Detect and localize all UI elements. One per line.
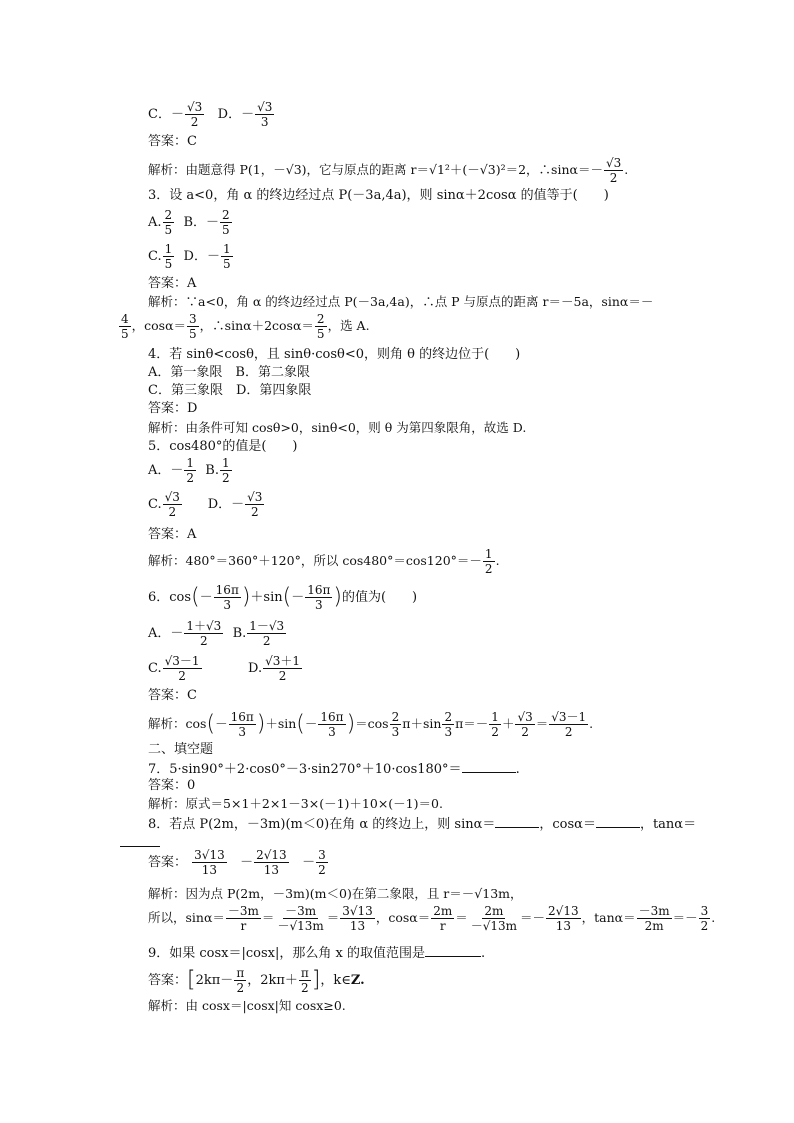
q6-answer: 答案：C	[148, 688, 197, 703]
answer-blank[interactable]	[120, 834, 160, 847]
q4-stem: 4．若 sinθ<cosθ，且 sinθ·cosθ<0，则角 θ 的终边位于( )	[148, 347, 521, 362]
q6-stem: 6．cos(－ $\frac{16\pi}{3}$ )＋sin(－ $\frac{16\pi}{3}$ )的值为( )	[148, 583, 418, 612]
q7-analysis: 解析：原式＝5×1＋2×1－3×(－1)＋10×(－1)＝0.	[148, 796, 443, 811]
fraction: $\frac{√3}{3}$	[257, 100, 273, 129]
q6-options-cd: C. $\frac{√3-1}{2}$ D. $\frac{√3+1}{2}$	[148, 654, 301, 683]
q9-answer: 答案：[2kπ－ $\frac{\pi}{2}$ ，2kπ＋ $\frac{\pi}{2}$ ]，k∈Z.	[148, 966, 365, 995]
q9-stem: 9．如果 cosx＝|cosx|，那么角 x 的取值范围是 .	[148, 946, 486, 961]
answer-blank[interactable]	[462, 760, 516, 773]
q8-stem: 8．若点 P(2m，－3m)(m＜0)在角 α 的终边上，则 sinα＝ ，cosα＝ ，tanα＝	[148, 817, 697, 832]
q2-analysis: 解析：由题意得 P(1，－√3)，它与原点的距离 r＝√1²＋(－√3)²＝2，∴sinα＝－ $\frac{√3}{2}$ .	[148, 156, 629, 185]
answer-blank[interactable]	[425, 944, 481, 957]
q3-analysis: 解析：∵a<0，角 α 的终边经过点 P(－3a,4a)，∴点 P 与原点的距离 r＝－5a，sinα＝－	[148, 294, 654, 309]
q5-answer: 答案：A	[148, 527, 197, 542]
q3-options-ab: A. $\frac{2}{5}$ B．－ $\frac{2}{5}$	[148, 208, 230, 237]
q9-analysis: 解析：由 cosx＝|cosx|知 cosx≥0.	[148, 998, 346, 1013]
answer-blank[interactable]	[596, 815, 640, 828]
q5-stem: 5．cos480°的值是( )	[148, 439, 298, 454]
q4-analysis: 解析：由条件可知 cosθ>0，sinθ<0，则 θ 为第四象限角，故选 D.	[148, 420, 527, 435]
q7-answer: 答案：0	[148, 778, 196, 793]
q7-stem: 7．5·sin90°＋2·cos0°－3·sin270°＋10·cos180°＝ .	[148, 762, 520, 777]
q8-analysis-cont: 所以，sinα＝ $\frac{-3m}{r}$ ＝ $\frac{-3m}{-√13m}$ ＝ $\frac{3√13}{13}$ ，cosα＝ $\frac{2m}{r}$ ＝ $\frac{2m}{-√13m}$ ＝－ $\frac{2√13}{13}$ ，tanα＝ $\frac{-3m}{2m}$ ＝－ $\frac{3}{2}$ .	[148, 904, 716, 933]
q2-answer: 答案：C	[148, 134, 197, 149]
q5-options-ab: A．－ $\frac{1}{2}$ B. $\frac{1}{2}$	[148, 456, 230, 485]
section-heading: 二、填空题	[148, 742, 214, 757]
q6-analysis: 解析：cos(－ $\frac{16\pi}{3}$ )＋sin(－ $\frac{16\pi}{3}$ )＝cos $\frac{2}{3}$ π＋sin $\frac{2}{3}$ π＝－ $\frac{1}{2}$ ＋ $\frac{√3}{2}$ ＝ $\frac{√3-1}{2}$ .	[148, 710, 594, 739]
q8-answer: 答案： $\frac{3√13}{13}$ － $\frac{2√13}{13}$ － $\frac{3}{2}$	[148, 848, 326, 877]
fraction: $\frac{√3}{2}$	[186, 100, 203, 129]
q4-options-ab: A．第一象限 B．第二象限	[148, 365, 310, 380]
q2-options	[148, 100, 275, 129]
q3-answer: 答案：A	[148, 276, 197, 291]
q4-options-cd: C．第三象限 D．第四象限	[148, 383, 312, 398]
answer-blank[interactable]	[495, 815, 539, 828]
q5-options-cd: C. $\frac{√3}{2}$ D．－ $\frac{√3}{2}$	[148, 490, 263, 519]
option-d: D．－	[217, 107, 255, 122]
q3-stem: 3．设 a<0，角 α 的终边经过点 P(－3a,4a)，则 sinα＋2cosα 的值等于( )	[148, 188, 609, 203]
option-c: C．－	[148, 107, 184, 122]
q3-analysis-cont: $\frac{4}{5}$ ，cosα＝ $\frac{3}{5}$ ，∴sinα＋2cosα＝ $\frac{2}{5}$ ，选 A.	[121, 312, 370, 341]
q5-analysis: 解析：480°＝360°＋120°，所以 cos480°＝cos120°＝－ $\frac{1}{2}$ .	[148, 547, 500, 576]
q3-options-cd: C. $\frac{1}{5}$ D．－ $\frac{1}{5}$	[148, 242, 231, 271]
q6-options-ab: A．－ $\frac{1+√3}{2}$ B. $\frac{1-√3}{2}$	[148, 619, 285, 648]
q4-answer: 答案：D	[148, 401, 198, 416]
q8-analysis: 解析：因为点 P(2m，－3m)(m＜0)在第二象限，且 r＝－√13m，	[148, 886, 523, 901]
